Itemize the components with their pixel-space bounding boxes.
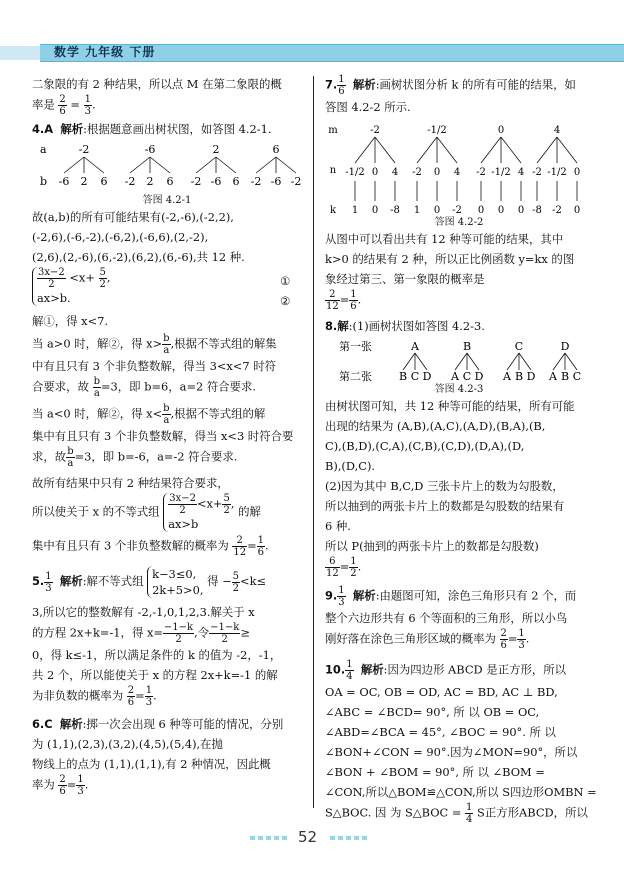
fraction: $\frac{3x-2}{2}$ <box>169 493 196 516</box>
fraction: $\frac{2}{12}$ <box>326 289 339 312</box>
tree-diagram-4-2-2 <box>325 119 593 219</box>
tree-result: 0 <box>371 205 379 216</box>
tree-result: 0 <box>497 205 505 216</box>
tree-branch <box>355 137 375 163</box>
header-title: 数学 九年级 下册 <box>54 45 156 59</box>
tree-leaf: A <box>503 370 511 383</box>
tree-leaf: -1/2 <box>345 167 365 178</box>
tree-branch <box>417 137 437 163</box>
system-brace: $\frac{3x-2}{2}$ <x+ $\frac{5}{2}$ , ax>b. <box>32 267 111 306</box>
tree-diagram-4-2-1 <box>32 141 302 199</box>
tree-result: 0 <box>433 205 441 216</box>
intro-line-1: 二象限的有 2 种结果，所以点 M 在第二象限的概 <box>32 77 282 91</box>
tree-branch <box>276 157 296 173</box>
tree-leaf: -6 <box>270 175 282 188</box>
q10-line: ∠ABD=∠BCA = 45°, ∠BOC = 90°. 所 以 <box>325 725 556 739</box>
tree-node: -2 <box>78 143 90 156</box>
q5-label: 5. <box>32 574 45 588</box>
fraction: $\frac{3x-2}{2}$ <box>38 267 65 290</box>
tree-result: -2 <box>452 205 462 216</box>
q7-answer: $\frac{1}{6}$ <box>338 74 345 97</box>
tree-branch <box>501 137 521 163</box>
q6-label: 6.C <box>32 717 53 731</box>
tree-node: D <box>560 340 570 353</box>
q8-line: B),(D,C). <box>325 459 376 473</box>
tree-nodes <box>399 340 581 383</box>
tree-node: 2 <box>212 143 220 156</box>
fraction: $\frac{1}{3}$ <box>145 685 153 708</box>
q8-line: 所以抽到的两张卡片上的数都是勾股数的结果有 <box>325 499 565 513</box>
footer-dots-left <box>250 836 290 840</box>
q4-heading <box>32 119 302 139</box>
fraction: $\frac{5}{2}$ <box>232 570 240 594</box>
tree-branch <box>507 353 519 370</box>
tree-branch <box>467 353 479 370</box>
tree-leaf: -2 <box>190 175 202 188</box>
q9-line: 刚好落在涂色三角形区域的概率为 $\frac{2}{6}$ = $\frac{1}{3}$ . <box>325 628 530 651</box>
q7-after: 从图中可以看出共有 12 种等可能的结果，其中 <box>325 232 564 246</box>
tree-leaf: 2 <box>80 175 88 188</box>
tree-leaf: -2 <box>250 175 262 188</box>
q8-prob: $\frac{6}{12}$ = $\frac{1}{2}$ . <box>326 556 362 579</box>
q5-line: 3,所以它的整数解有 -2,-1,0,1,2,3.解关于 x <box>32 605 255 619</box>
tree-leaf: D <box>474 370 484 383</box>
tree-branch <box>481 137 501 163</box>
q4-line: (-2,6),(-6,-2),(-6,2),(-6,6),(2,-2), <box>32 230 209 244</box>
tree-result: 1 <box>413 205 421 216</box>
tree-diagram-4-2-3 <box>325 338 593 386</box>
q4-p1: 中有且只有 3 个非负整数解，得当 3<x<7 时符 <box>32 359 276 373</box>
tree-label-k: k <box>329 205 337 216</box>
caption-4-2-1: 答图 4.2-1 <box>142 195 192 206</box>
tree-leaf: -6 <box>210 175 222 188</box>
fraction: $\frac{b}{a}$ <box>163 403 170 426</box>
q4-line: (2,6),(2,-6),(6,-2),(6,2),(6,-6),共 12 种. <box>32 250 245 264</box>
tree-result: 1 <box>351 205 359 216</box>
mark-2: ② <box>280 294 291 308</box>
tree-branch <box>216 157 236 173</box>
q7-after: k>0 的结果有 2 种，所以正比例函数 y=kx 的图 <box>325 252 575 266</box>
row-label-first: 第一张 <box>339 340 372 353</box>
tree-leaf: 4 <box>453 167 461 178</box>
fraction: $\frac{1}{6}$ <box>257 535 265 558</box>
tree-nodes <box>59 143 302 188</box>
tree-leaf: A <box>549 370 557 383</box>
tree-node: 4 <box>553 125 561 136</box>
system-brace: $\frac{3x-2}{2}$ <x+ $\frac{5}{2}$ , ax>b <box>163 493 234 532</box>
tree-branch <box>437 137 457 163</box>
q9-answer: $\frac{1}{3}$ <box>338 585 345 608</box>
tree-nodes <box>328 125 580 216</box>
tree-branch <box>256 157 276 173</box>
tree-leaf: 6 <box>166 175 174 188</box>
q5-line: 为非负数的概率为 $\frac{2}{6}$ = $\frac{1}{3}$ . <box>32 685 157 708</box>
tree-branch <box>84 157 104 173</box>
q10-line: OA = OC, OB = OD, AC = BD, AC ⊥ BD, <box>325 685 558 699</box>
tree-branch <box>565 353 577 370</box>
q5-tag: 解析 <box>59 574 83 588</box>
tree-leaf: 4 <box>391 167 399 178</box>
q4-p1: 合要求，故 $\frac{b}{a}$ =3，即 b=6，a=2 符合要求. <box>32 376 257 399</box>
q6-line: 物线上的点为 (1,1),(1,1),有 2 种情况，因此概 <box>32 757 271 771</box>
tree-branch <box>375 137 395 163</box>
left-column <box>32 74 302 797</box>
q5-answer: $\frac{1}{3}$ <box>45 570 52 594</box>
q4-text: :根据题意画出树状图，如答图 4.2-1. <box>83 122 272 136</box>
tree-node: A <box>411 340 419 353</box>
tree-node: B <box>462 340 472 353</box>
tree-leaf: A <box>451 370 459 383</box>
tree-leaf: 4 <box>517 167 525 178</box>
tree-leaf: 0 <box>573 167 581 178</box>
tree-node: C <box>514 340 524 353</box>
q7-label: 7. <box>325 77 338 92</box>
tree-result: -8 <box>532 205 542 216</box>
fraction: $\frac{-1-k}{2}$ <box>210 622 240 645</box>
page-header <box>0 40 624 64</box>
fraction: $\frac{b}{a}$ <box>67 446 74 469</box>
tree-node: -2 <box>370 125 380 136</box>
tree-branch <box>415 353 427 370</box>
q6-heading: 6.C 解析:掷一次会出现 6 种等可能的情况，分别 <box>32 717 284 731</box>
tree-leaf: -2 <box>124 175 136 188</box>
right-column <box>325 74 597 825</box>
q10-tag: 解析 <box>360 662 384 677</box>
fraction: $\frac{2}{6}$ <box>500 628 507 651</box>
intro-text: 率是 <box>32 97 55 112</box>
q4-line: 故(a,b)的所有可能结果有(-2,-6),(-2,2), <box>32 210 234 224</box>
fraction: $\frac{b}{a}$ <box>93 376 100 399</box>
tree-leaf: 0 <box>371 167 379 178</box>
tree-leaf: -1/2 <box>547 167 567 178</box>
tree-leaf: 6 <box>232 175 240 188</box>
tree-label-a: a <box>40 143 47 156</box>
fraction: $\frac{2}{6}$ <box>59 774 66 797</box>
tree-label-m: m <box>328 125 338 136</box>
tree-leaf: C <box>572 370 582 383</box>
q4-p3: 故所有结果中只有 2 种结果符合要求， <box>32 476 229 490</box>
q8-line: 6 种. <box>325 519 351 533</box>
q4-p2: 当 a<0 时，解②，得 x< $\frac{b}{a}$ ,根据不等式组的解 <box>32 403 266 426</box>
q4-p4: 所以使关于 x 的不等式组 $\frac{3x-2}{2}$ <x+ $\frac{5}{2}$ , ax>b 的解 <box>32 493 261 531</box>
q5-heading: 5. $\frac{1}{3}$ 解析:解不等式组 k−3≤0, 2k+5>0, 得 − $\frac{5}{2}$ <k≤ <box>32 567 267 597</box>
q10-line: ∠BON+∠CON = 90°.因为∠MON=90°，所以 <box>325 745 578 759</box>
tree-branch <box>455 353 467 370</box>
tree-node: -6 <box>144 143 156 156</box>
q5-line: 的方程 2x+k=-1，得 x= $\frac{-1-k}{2}$ ,令 $\frac{-1-k}{2}$ ≥ <box>32 622 250 645</box>
q4-tag: 解析 <box>60 122 84 136</box>
footer-dots-right <box>330 836 370 840</box>
tree-leaf: B <box>560 370 570 383</box>
tree-branch <box>196 157 216 173</box>
q10-label: 10. <box>325 662 346 677</box>
inequality-system <box>32 267 302 311</box>
tree-branch <box>150 157 170 173</box>
tree-leaf: -2 <box>290 175 302 188</box>
intro-line-2: 率是 $\frac{2}{6}$ = $\frac{1}{3}$ . <box>32 94 96 117</box>
page-footer <box>0 828 624 848</box>
fraction: $\frac{1}{3}$ <box>84 94 91 117</box>
q7-line: 答图 4.2-2 所示. <box>325 100 411 114</box>
q4-p2: 集中有且只有 3 个非负整数解，得当 x<3 时符合要 <box>32 429 294 443</box>
q4-label: 4.A <box>32 122 54 136</box>
q9-heading: 9. $\frac{1}{3}$ 解析:由题图可知，涂色三角形只有 2 个，而 <box>325 585 577 608</box>
q7-heading: 7. $\frac{1}{6}$ 解析:画树状图分析 k 的所有可能的结果，如 <box>325 74 576 97</box>
tree-leaf: -6 <box>58 175 70 188</box>
fraction: $\frac{b}{a}$ <box>163 333 170 356</box>
q5-line: 0，得 k≤-1，所以满足条件的 k 的值为 -2，-1， <box>32 648 282 662</box>
tree-branch <box>537 137 557 163</box>
tree-leaf: D <box>526 370 536 383</box>
q4-p1: 当 a>0 时，解②，得 x> $\frac{b}{a}$ ,根据不等式组的解集 <box>32 333 277 356</box>
page-number: 52 <box>298 828 318 846</box>
q9-line: 整个六边形共有 6 个等面积的三角形，所以小鸟 <box>325 611 568 625</box>
q9-label: 9. <box>325 588 338 603</box>
tree-leaf: D <box>422 370 432 383</box>
fraction: $\frac{1}{3}$ <box>518 628 525 651</box>
q5-line: 共 2 个，所以能使关于 x 的方程 2x+k=-1 的解 <box>32 668 278 682</box>
fraction: $\frac{1}{4}$ <box>466 802 473 825</box>
tree-leaf: -2 <box>412 167 422 178</box>
fraction: $\frac{2}{6}$ <box>59 94 66 117</box>
q8-heading: 8.解:(1)画树状图如答图 4.2-3. <box>325 319 485 333</box>
q8-line: C),(B,D),(C,A),(C,B),(C,D),(D,A),(D, <box>325 439 525 453</box>
fraction: $\frac{1}{3}$ <box>77 774 84 797</box>
tree-leaf: -2 <box>532 167 542 178</box>
tree-leaf: C <box>410 370 420 383</box>
tree-result: -8 <box>390 205 400 216</box>
tree-leaf: 2 <box>146 175 154 188</box>
tree-branch <box>64 157 84 173</box>
fraction: $\frac{-1-k}{2}$ <box>163 622 194 645</box>
q10-line: ∠ABC = ∠BCD= 90°, 所 以 OB = OC, <box>325 705 540 719</box>
q8-line: 由树状图可知，共 12 种等可能的结果，所有可能 <box>325 399 575 413</box>
q6-line: 率为 $\frac{2}{6}$ = $\frac{1}{3}$ . <box>32 774 89 797</box>
tree-branch <box>403 353 415 370</box>
q8-tag: 解 <box>337 319 349 333</box>
mark-1: ① <box>280 274 291 288</box>
row-label-second: 第二张 <box>339 370 372 383</box>
fraction: $\frac{2}{12}$ <box>233 535 247 558</box>
q10-answer: $\frac{1}{4}$ <box>346 659 353 682</box>
system-brace: k−3≤0, 2k+5>0, <box>147 566 203 598</box>
tree-label-b: b <box>40 175 48 188</box>
q6-line: 为 (1,1),(2,3),(3,2),(4,5),(5,4),在抛 <box>32 737 223 751</box>
q10-line: ∠CON,所以△BOM≌△CON,所以 S四边形OMBN = <box>325 785 597 799</box>
caption-4-2-2: 答图 4.2-2 <box>434 217 484 228</box>
tree-leaf: B <box>514 370 524 383</box>
column-divider <box>313 76 314 808</box>
q10-line: ∠BON + ∠BOM = 90°, 所 以 ∠BOM = <box>325 765 545 779</box>
tree-result: -2 <box>552 205 562 216</box>
tree-node: 6 <box>272 143 280 156</box>
tree-leaf: 0 <box>433 167 441 178</box>
fraction: $\frac{5}{2}$ <box>223 493 230 516</box>
fraction: $\frac{1}{6}$ <box>350 289 357 312</box>
tree-leaf: 6 <box>100 175 108 188</box>
tree-node: -1/2 <box>427 125 447 136</box>
q8-line: 出现的结果为 (A,B),(A,C),(A,D),(B,A),(B, <box>325 419 546 433</box>
tree-branch <box>557 137 577 163</box>
q8-line: 所以 P(抽到的两张卡片上的数都是勾股数) <box>325 539 539 553</box>
q4-solve: 解①，得 x<7. <box>32 314 109 328</box>
tree-result: 0 <box>517 205 525 216</box>
q9-tag: 解析 <box>352 588 376 603</box>
tree-leaf: -1/2 <box>491 167 511 178</box>
q10-heading: 10. $\frac{1}{4}$ 解析:因为四边形 ABCD 是正方形，所以 <box>325 659 567 682</box>
tree-label-n: n <box>329 165 337 176</box>
fraction: $\frac{6}{12}$ <box>326 556 339 579</box>
fraction: $\frac{1}{2}$ <box>350 556 357 579</box>
q10-line: S△BOC. 因 为 S△BOC = $\frac{1}{4}$ S正方形ABCD，所以 <box>325 802 588 825</box>
tree-branch <box>519 353 531 370</box>
tree-leaf: -2 <box>476 167 486 178</box>
tree-result: 0 <box>477 205 485 216</box>
fraction: $\frac{2}{6}$ <box>127 685 135 708</box>
q8-line: (2)因为其中 B,C,D 三张卡片上的数为勾股数， <box>325 479 564 493</box>
tree-leaf: C <box>462 370 472 383</box>
q7-after: 象经过第三、第一象限的概率是 <box>325 272 485 286</box>
tree-node: 0 <box>497 125 505 136</box>
q7-prob: $\frac{2}{12}$ = $\frac{1}{6}$ . <box>326 289 362 312</box>
tree-leaf: B <box>398 370 408 383</box>
tree-result: 0 <box>573 205 581 216</box>
caption-4-2-3: 答图 4.2-3 <box>434 384 484 395</box>
q6-tag: 解析 <box>59 717 83 731</box>
q7-tag: 解析 <box>352 77 376 92</box>
q4-p2: 求，故 $\frac{b}{a}$ =3，即 b=-6，a=-2 符合要求. <box>32 446 238 469</box>
tree-branch <box>553 353 565 370</box>
fraction: $\frac{5}{2}$ <box>99 267 106 290</box>
q8-label: 8. <box>325 319 338 333</box>
tree-branch <box>130 157 150 173</box>
q4-p5: 集中有且只有 3 个非负整数解的概率为 $\frac{2}{12}$ = $\frac{1}{6}$ . <box>32 535 269 558</box>
